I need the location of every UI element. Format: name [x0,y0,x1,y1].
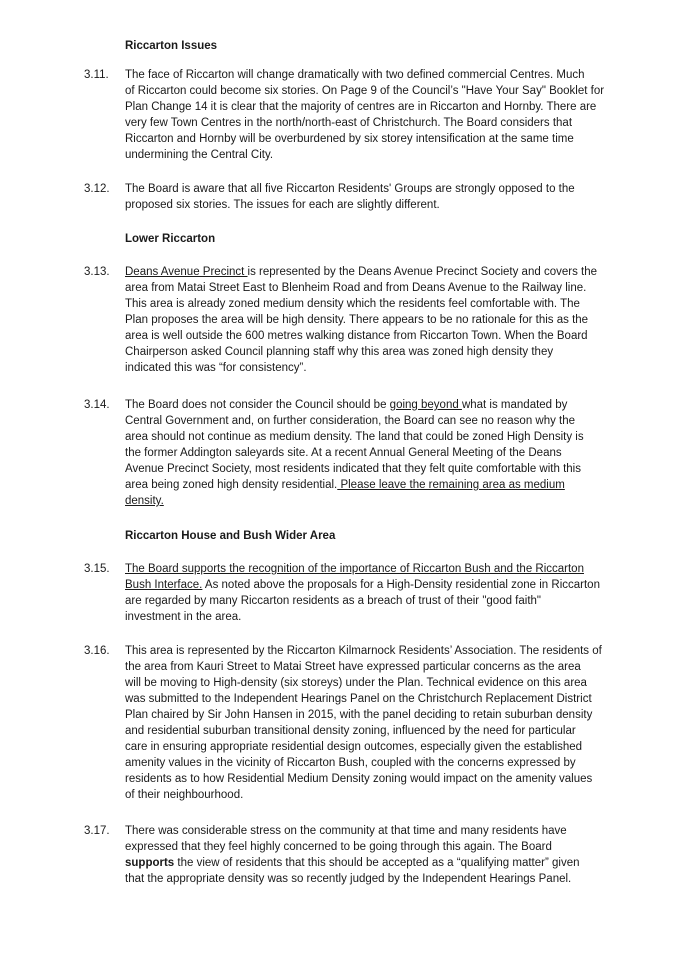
text-line [125,855,603,871]
paragraph-text [125,264,603,376]
text-line: Plan proposes the area will be high density. There appears to be no rationale for this as the [125,314,589,326]
text-line: This area is represented by the Riccarton Kilmarnock Residents’ Association. The residents of [125,645,602,657]
text-line: area from Matai Street East to Blenheim Road and from Deans Avenue to the Railway line. [125,282,587,294]
underlined-text: Please leave the remaining area as medium [337,479,565,491]
text-span: As noted above the proposals for a High-Density residential zone in Riccarton [202,579,600,591]
text-line: care in ensuring appropriate residential design outcomes, especially given the established [125,741,583,753]
paragraph-number: 3.15. [84,563,110,575]
heading-riccarton-issues: Riccarton Issues [125,40,218,52]
text-line: The Board is aware that all five Riccarton Residents' Groups are strongly opposed to the [125,183,575,195]
text-line: Central Government and, on further consideration, the Board can see no reason why the [125,415,576,427]
paragraph-number: 3.11. [84,69,109,81]
text-line: undermining the Central City. [125,149,274,161]
paragraph-text [125,823,603,887]
paragraph-number: 3.16. [84,645,110,657]
text-line: Plan Change 14 it is clear that the majority of centres are in Riccarton and Hornby. There are [125,101,597,113]
underlined-text: The Board supports the recognition of the importance of Riccarton Bush and the Riccarton [125,563,584,575]
paragraph-number: 3.14. [84,399,110,411]
text-line: expressed that they feel highly concerned to be going through this again. The Board [125,841,552,853]
paragraph-text [125,561,603,625]
text-line: will be moving to High-density (six storeys) under the Plan. Technical evidence on this area [125,677,587,689]
heading-riccarton-house-bush: Riccarton House and Bush Wider Area [125,530,336,542]
underlined-text: going beyond [389,399,462,411]
text-line: of their neighbourhood. [125,789,244,801]
text-line: very few Town Centres in the north/north-east of Christchurch. The Board considers that [125,117,573,129]
text-line: the former Addington saleyards site. At a recent Annual General Meeting of the Deans [125,447,562,459]
text-line: area is well outside the 600 metres walking distance from Riccarton Town. When the Board [125,330,588,342]
paragraph-text [125,397,603,509]
text-line [125,477,603,493]
text-line: Plan chaired by Sir John Hansen in 2015, with the panel deciding to retain suburban density [125,709,593,721]
text-line: This area is already zoned medium density which the residents feel comfortable with. The [125,298,580,310]
paragraph-3-14 [84,397,604,509]
paragraph-number: 3.17. [84,825,110,837]
paragraph-text [125,181,603,213]
paragraph-3-15 [84,561,604,625]
text-line: Chairperson asked Council planning staff why this area was zoned high density they [125,346,554,358]
text-line: indicated this was “for consistency”. [125,362,307,374]
text-span: area being zoned high density residential. [125,479,338,491]
text-line: There was considerable stress on the community at that time and many residents have [125,825,567,837]
underlined-text: Deans Avenue Precinct [125,266,248,278]
text-span: The Board does not consider the Council should be [125,399,390,411]
text-line: area should not continue as medium density. The land that could be zoned High Density is [125,431,584,443]
text-line: the area from Kauri Street to Matai Street have expressed particular concerns as the area [125,661,581,673]
paragraph-3-13 [84,264,604,376]
bold-text: supports [125,857,175,869]
paragraph-number: 3.13. [84,266,110,278]
paragraph-text [125,643,603,803]
underlined-text: density. [125,495,164,507]
text-line: Avenue Precinct Society, most residents indicated that they felt quite comfortable with this [125,463,581,475]
text-line: residents as to how Residential Medium Density zoning would impact on the amenity values [125,773,593,785]
paragraph-3-12 [84,181,604,213]
paragraph-3-11 [84,67,604,163]
text-line: investment in the area. [125,611,242,623]
text-line: proposed six stories. The issues for each are slightly different. [125,199,440,211]
text-line: was submitted to the Independent Hearings Panel on the Christchurch Replacement District [125,693,592,705]
text-span: is represented by the Deans Avenue Precinct Society and covers the [247,266,597,278]
text-line [125,264,603,280]
heading-lower-riccarton: Lower Riccarton [125,233,216,245]
text-line: amenity values in the vicinity of Riccarton Bush, coupled with the concerns expressed by [125,757,576,769]
text-line: The face of Riccarton will change dramatically with two defined commercial Centres. Much [125,69,585,81]
text-line: that the appropriate density was so recently judged by the Independent Hearings Panel. [125,873,572,885]
paragraph-3-16 [84,643,604,803]
text-span: the view of residents that this should be accepted as a “qualifying matter” given [174,857,580,869]
text-line: Riccarton and Hornby will be overburdened by six storey intensification at the same time [125,133,574,145]
text-line: and residential suburban transitional density zoning, influenced by the need for particular [125,725,576,737]
paragraph-text [125,67,603,163]
text-line [125,493,603,509]
text-line: of Riccarton could become six stories. On Page 9 of the Council’s "Have Your Say" Booklet for [125,85,605,97]
text-line: are regarded by many Riccarton residents as a breach of trust of their "good faith" [125,595,541,607]
text-line [125,397,603,413]
text-line [125,561,603,577]
paragraph-3-17 [84,823,604,887]
text-span: what is mandated by [461,399,568,411]
underlined-text: Bush Interface. [125,579,203,591]
paragraph-number: 3.12. [84,183,110,195]
text-line [125,577,603,593]
